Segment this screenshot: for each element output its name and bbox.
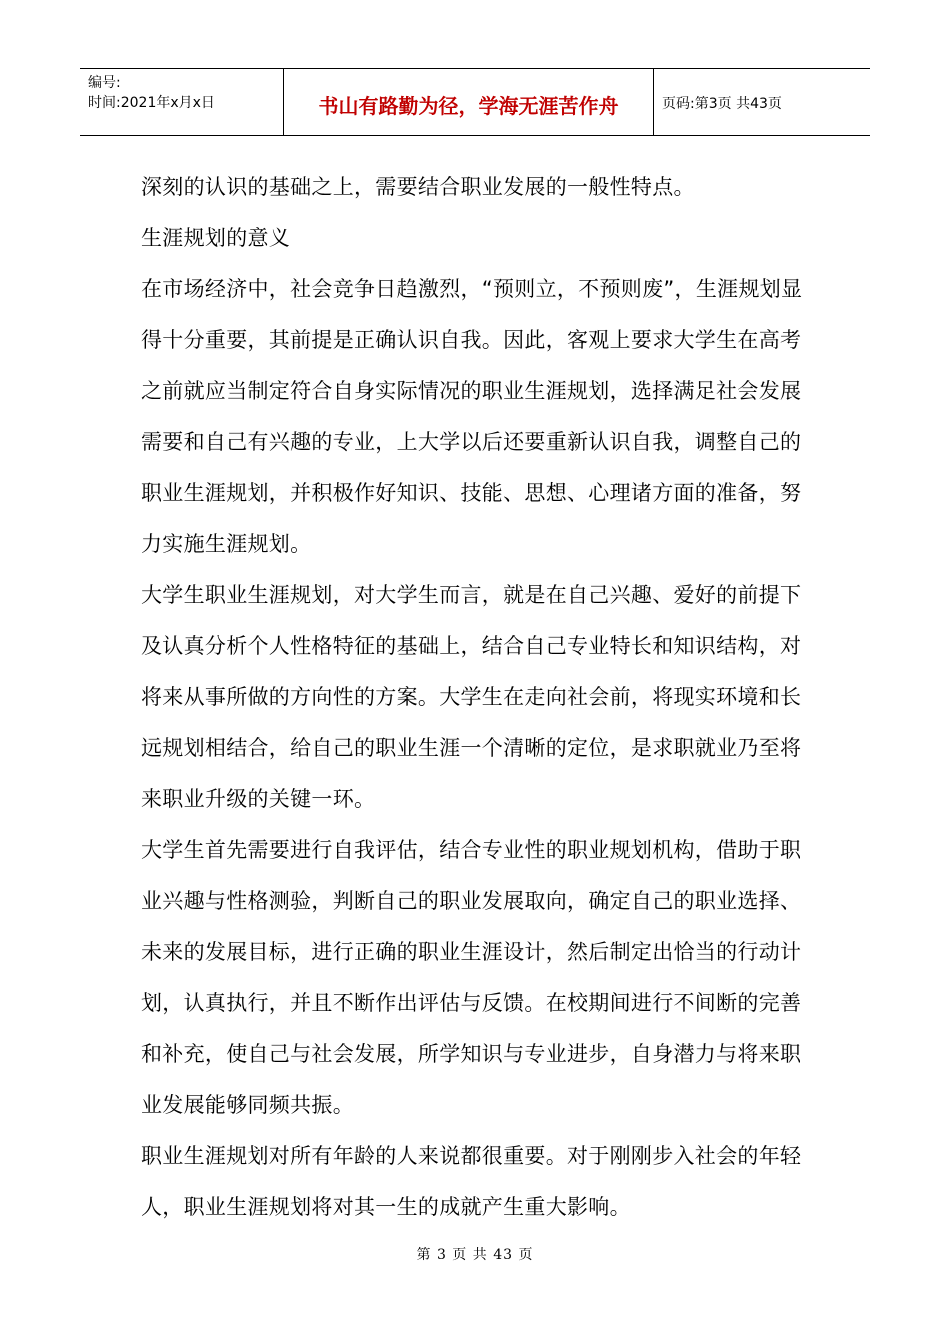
- paragraph: 大学生首先需要进行自我评估，结合专业性的职业规划机构，借助于职业兴趣与性格测验，判断自己的职业发展取向，确定自己的职业选择、未来的发展目标，进行正确的职业生涯设计，然后制定出恰当的行动计划，认真执行，并且不断作出评估与反馈。在校期间进行不间断的完善和补充，使自己与社会发展，所学知识与专业进步，自身潜力与将来职业发展能够同频共振。: [141, 838, 802, 1117]
- page-footer: 第 3 页 共 43 页: [416, 1247, 534, 1263]
- page-header: [80, 68, 870, 136]
- paragraph: 在市场经济中，社会竞争日趋激烈，“预则立，不预则废”，生涯规划显得十分重要，其前提是正确认识自我。因此，客观上要求大学生在高考之前就应当制定符合自身实际情况的职业生涯规划，选择满足社会发展需要和自己有兴趣的专业，上大学以后还要重新认识自我，调整自己的职业生涯规划，并积极作好知识、技能、思想、心理诸方面的准备，努力实施生涯规划。: [141, 277, 803, 556]
- paragraph: 大学生职业生涯规划，对大学生而言，就是在自己兴趣、爱好的前提下及认真分析个人性格特征的基础上，结合自己专业特长和知识结构，对将来从事所做的方向性的方案。大学生在走向社会前，将现实环境和长远规划相结合，给自己的职业生涯一个清晰的定位，是求职就业乃至将来职业升级的关键一环。: [141, 583, 802, 811]
- document-date: 时间:2021年x月x日: [88, 95, 215, 111]
- paragraph: 深刻的认识的基础之上，需要结合职业发展的一般性特点。: [141, 175, 695, 199]
- section-heading: 生涯规划的意义: [141, 226, 291, 250]
- header-meta: [80, 69, 284, 135]
- paragraph: 职业生涯规划对所有年龄的人来说都很重要。对于刚刚步入社会的年轻人，职业生涯规划将对其一生的成就产生重大影响。: [141, 1144, 802, 1219]
- document-body: [141, 162, 821, 1233]
- header-page-info: 页码:第3页 共43页: [662, 96, 782, 112]
- header-motto: 书山有路勤为径，学海无涯苦作舟: [284, 69, 654, 135]
- document-number-label: 编号:: [88, 75, 121, 91]
